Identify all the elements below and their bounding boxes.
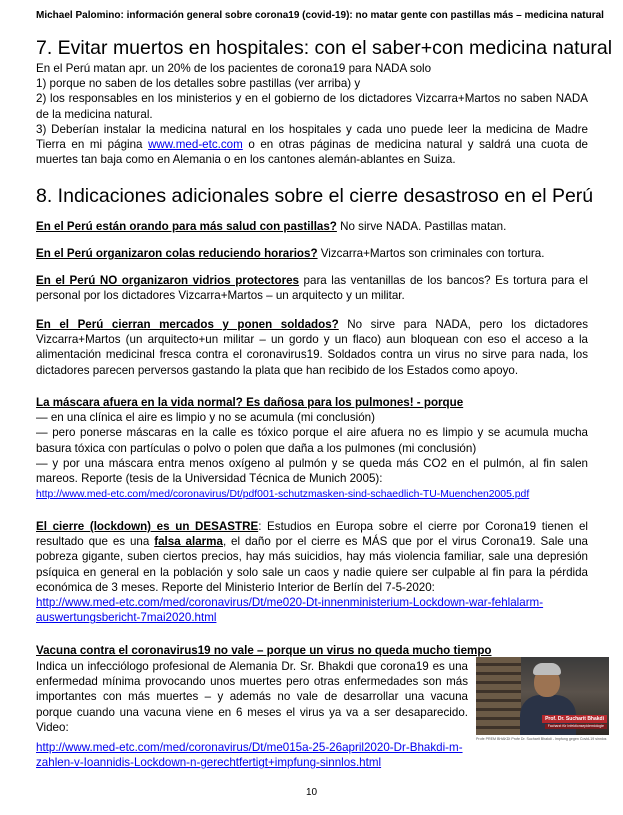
section-7-line-2: 1) porque no saben de los detalles sobre pastillas (ver arriba) y [36, 77, 361, 91]
paragraph-vidrios [36, 273, 588, 303]
paragraph-vidrios-heading: En el Perú NO organizaron vidrios protectores [36, 274, 300, 287]
paragraph-mascara [36, 395, 588, 502]
name-subtag: Facharzt für Infektionsepidemiologie [545, 724, 607, 729]
paragraph-orando-heading: En el Perú están orando para más salud con pastillas? [36, 220, 337, 233]
mascara-point-3: — y por una máscara entra menos oxígeno al pulmón y se queda más CO2 en el pulmón, al fin salen mareos. Reporte (tesis de la Universidad Técnica de Munich 2005): [36, 456, 588, 486]
bookshelf-background [476, 657, 521, 735]
paragraph-orando [36, 219, 588, 234]
name-tag: Prof. Dr. Sucharit Bhakdi [542, 715, 607, 723]
paragraph-lockdown-text-b: , el daño por el cierre es MÁS que por el virus Corona19. Sale una pobreza gigante, suben ciertos precios, hay más suicidios, hay más violencia familiar, sale una depresión psíquica en general en la población y solo sale un caos y nadie quiere ser culpable al fin para la pérdida económica de 3 meses. Reporte del Ministerio Interior de Berlín del 7-5-2020: [36, 535, 588, 594]
section-7-line-4-text-b: o en otras páginas de medicina natural y saldrá una cuota de muertes tan baja como en Alemania o en los cantones alemán-ablantes en Suiza. [36, 138, 588, 167]
section-7-line-4-text-a: 3) Deberían instalar la medicina natural en los hospitales y cada uno puede leer la medicina de Madre Tierra en mi página [36, 122, 588, 152]
paragraph-vacuna-heading-block [36, 643, 588, 658]
paragraph-vidrios-text: para las ventanillas de los bancos? Es tortura para el personal por los dictadores Vizcarra+Martos – un arquitecto y un militar. [36, 274, 588, 303]
paragraph-colas-text: Vizcarra+Martos son criminales con tortura. [317, 247, 545, 260]
falsa-alarma-label: falsa alarma [154, 535, 223, 549]
paragraph-mercados [36, 317, 588, 378]
page-header: Michael Palomino: información general sobre corona19 (covid-19): no matar gente con pastillas más – medicina natural [36, 10, 604, 21]
vacuna-link-block [36, 740, 468, 770]
video-caption: Profe PREM BHAKDI Profe Dr. Sucharit Bhakdi - Impfung gegen Covid-19 sinnlos [476, 737, 607, 741]
section-7-line-3: 2) los responsables en los ministerios y en el gobierno de los dictadores Vizcarra+Martos no saben NADA de la medicina natural. [36, 92, 588, 121]
paragraph-lockdown-text-a: : Estudios en Europa sobre el cierre por Corona19 tienen el resultado que es una [36, 520, 588, 549]
section-7-line-4 [36, 122, 588, 168]
med-etc-link[interactable]: www.med-etc.com [148, 138, 243, 152]
paragraph-colas [36, 246, 588, 261]
section-7-line-1: En el Perú matan apr. un 20% de los pacientes de corona19 para NADA solo [36, 62, 432, 75]
page-number: 10 [305, 787, 318, 798]
mascara-report-link[interactable]: http://www.med-etc.com/med/coronavirus/Dt/pdf001-schutzmasken-sind-schaedlich-TU-Muenchen2005.pdf [36, 489, 530, 501]
section-7-body [36, 61, 588, 167]
paragraph-vacuna-text: Indica un infecciólogo profesional de Alemania Dr. Sr. Bhakdi que corona19 es una enfermedad mínima provocando unos muertes pero otras enfermedades son más importantes con más muertes – y además no vale de desarrollar una vacuna porque cuando una vacuna viene en 6 meses el virus ya va a ser desaparecido. Video: [36, 660, 468, 734]
person-hair [533, 663, 561, 675]
mascara-point-2: — pero ponerse máscaras en la calle es tóxico porque el aire afuera no es limpio y se acumula mucha basura tóxica con partículas o polvo o polen que daña a los pulmones (mi conclusión) [36, 426, 588, 455]
mascara-point-1: — en una clínica el aire es limpio y no se acumula (mi conclusión) [36, 411, 375, 425]
section-8-title: 8. Indicaciones adicionales sobre el cierre desastroso en el Perú [36, 185, 594, 207]
lockdown-report-link[interactable]: http://www.med-etc.com/med/coronavirus/Dt/me020-Dt-innenministerium-Lockdown-war-fehlalarm-auswertungsbericht-7mai2020.html [36, 596, 544, 625]
video-thumbnail[interactable] [476, 657, 609, 735]
paragraph-lockdown [36, 519, 588, 625]
paragraph-colas-heading: En el Perú organizaron colas reduciendo horarios? [36, 247, 318, 260]
paragraph-mercados-text: No sirve para NADA, pero los dictadores Vizcarra+Martos (un arquitecto+un militar – un gordo y un flaco) aun bloquean con eso el acceso a la alimentación medicinal fresca contra el coronavirus19. Soldados contra un virus no sirve para nada, los dictadores parecen perversos gastando la plata que han recibido de los Estados como apoyo. [36, 318, 589, 377]
bhakdi-video-link[interactable]: http://www.med-etc.com/med/coronavirus/Dt/me015a-25-26april2020-Dr-Bhakdi-m-zahlen-v-Ioannidis-Lockdown-n-gerechtfertigt+impfung-sinnlos.html [36, 741, 463, 770]
paragraph-orando-text: No sirve NADA. Pastillas matan. [336, 220, 507, 233]
paragraph-vacuna [36, 659, 468, 735]
paragraph-vacuna-heading: Vacuna contra el coronavirus19 no vale – porque un virus no queda mucho tiempo [36, 644, 492, 657]
paragraph-mascara-heading: La máscara afuera en la vida normal? Es dañosa para los pulmones! - porque [36, 396, 464, 409]
section-7-title: 7. Evitar muertos en hospitales: con el saber+con medicina natural [36, 37, 613, 59]
paragraph-lockdown-heading: El cierre (lockdown) es un DESASTRE [36, 520, 259, 533]
paragraph-mercados-heading: En el Perú cierran mercados y ponen soldados? [36, 318, 339, 331]
